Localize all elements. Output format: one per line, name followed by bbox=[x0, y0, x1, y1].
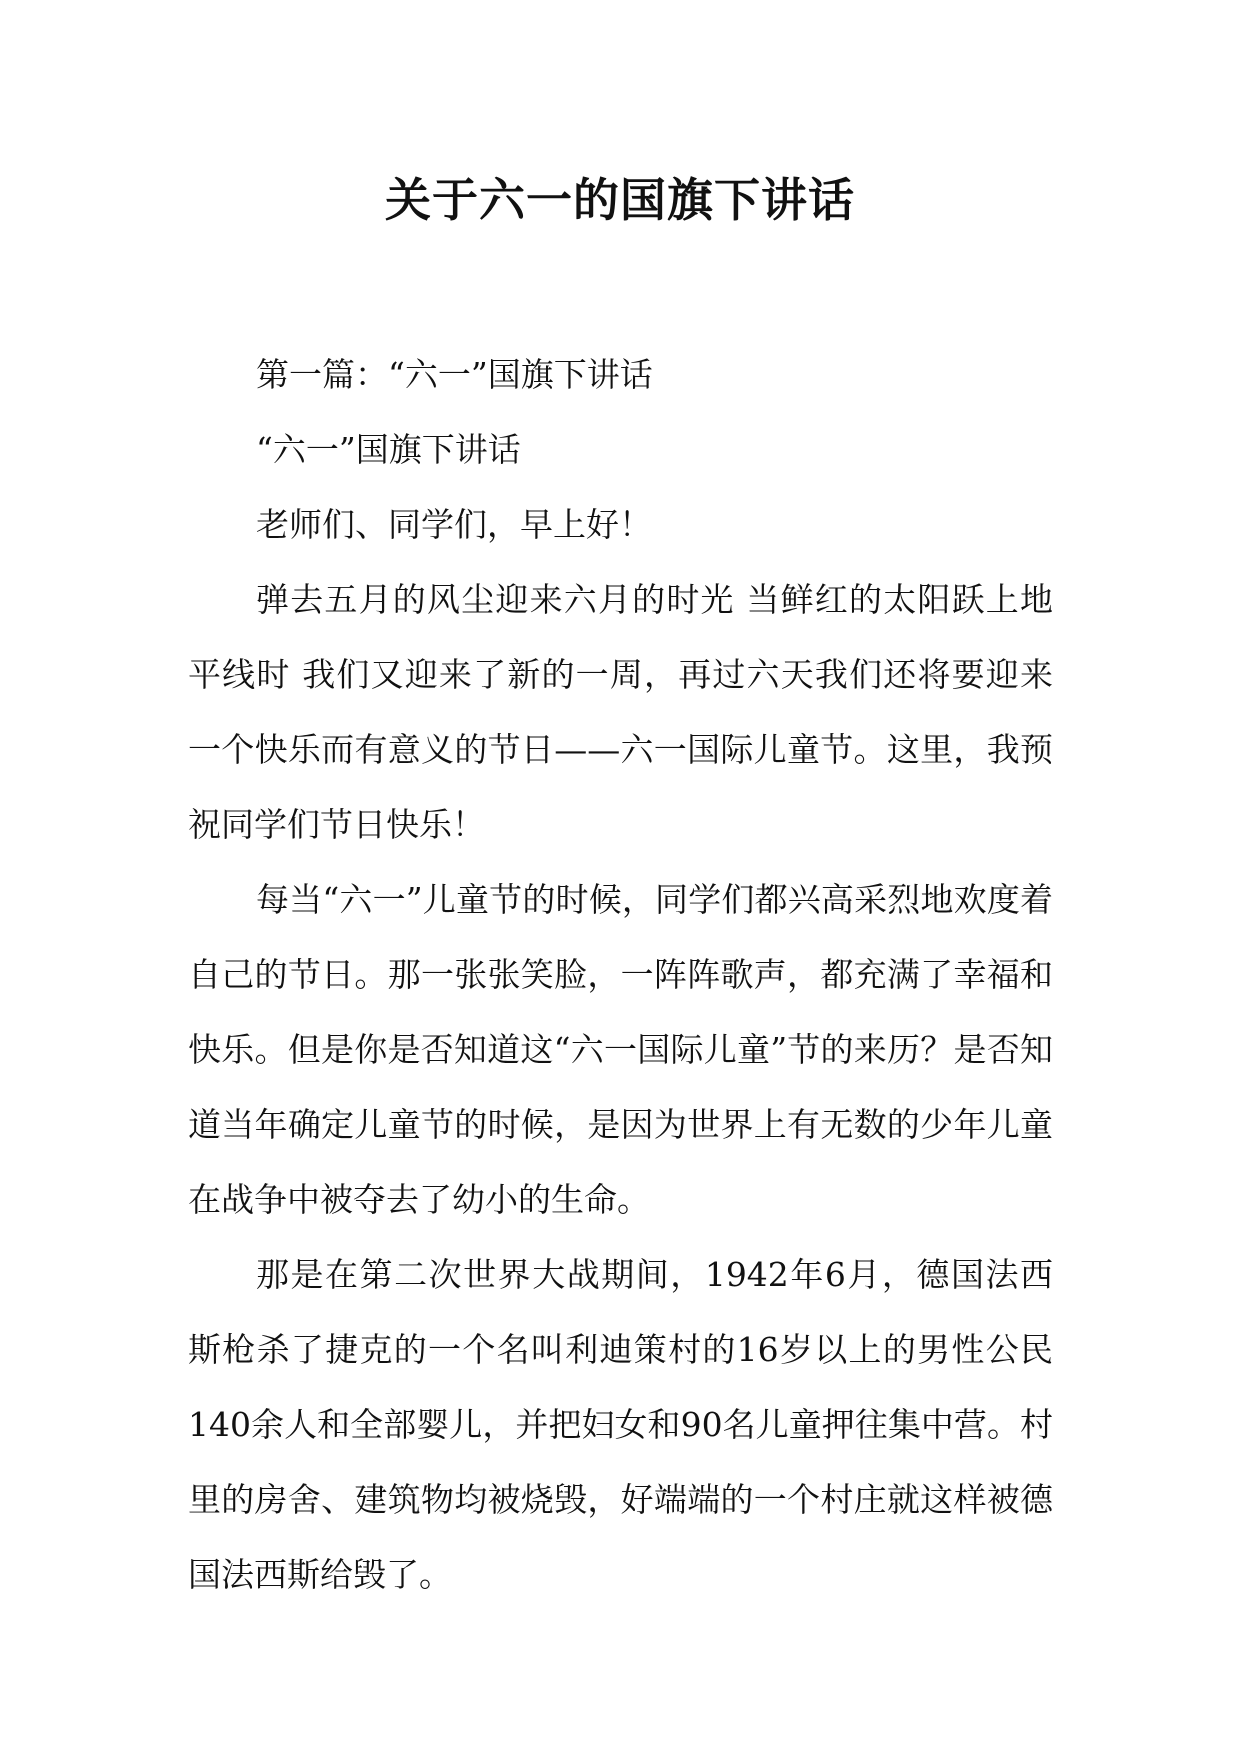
speech-title: “六一”国旗下讲话 bbox=[256, 430, 521, 469]
greeting: 老师们、同学们，早上好！ bbox=[256, 505, 652, 544]
section-heading: 第一篇：“六一”国旗下讲话 bbox=[256, 355, 653, 394]
body-paragraph: 那是在第二次世界大战期间，1942年6月，德国法西斯枪杀了捷克的一个名叫利迪策村的16岁以上的男性公民140余人和全部婴儿，并把妇女和90名儿童押往集中营。村里的房舍、建筑物均被烧毁，好端端的一个村庄就这样被德国法西斯给毁了。 bbox=[188, 1255, 1053, 1594]
document-title: 关于六一的国旗下讲话 bbox=[385, 173, 855, 227]
body-paragraph: 弹去五月的风尘迎来六月的时光 当鲜红的太阳跃上地平线时 我们又迎来了新的一周，再过六天我们还将要迎来一个快乐而有意义的节日——六一国际儿童节。这里，我预祝同学们节日快乐！ bbox=[188, 580, 1053, 844]
document-body bbox=[188, 337, 1053, 1612]
body-paragraph: 每当“六一”儿童节的时候，同学们都兴高采烈地欢度着自己的节日。那一张张笑脸，一阵阵歌声，都充满了幸福和快乐。但是你是否知道这“六一国际儿童”节的来历？是否知道当年确定儿童节的时候，是因为世界上有无数的少年儿童在战争中被夺去了幼小的生命。 bbox=[188, 880, 1053, 1219]
